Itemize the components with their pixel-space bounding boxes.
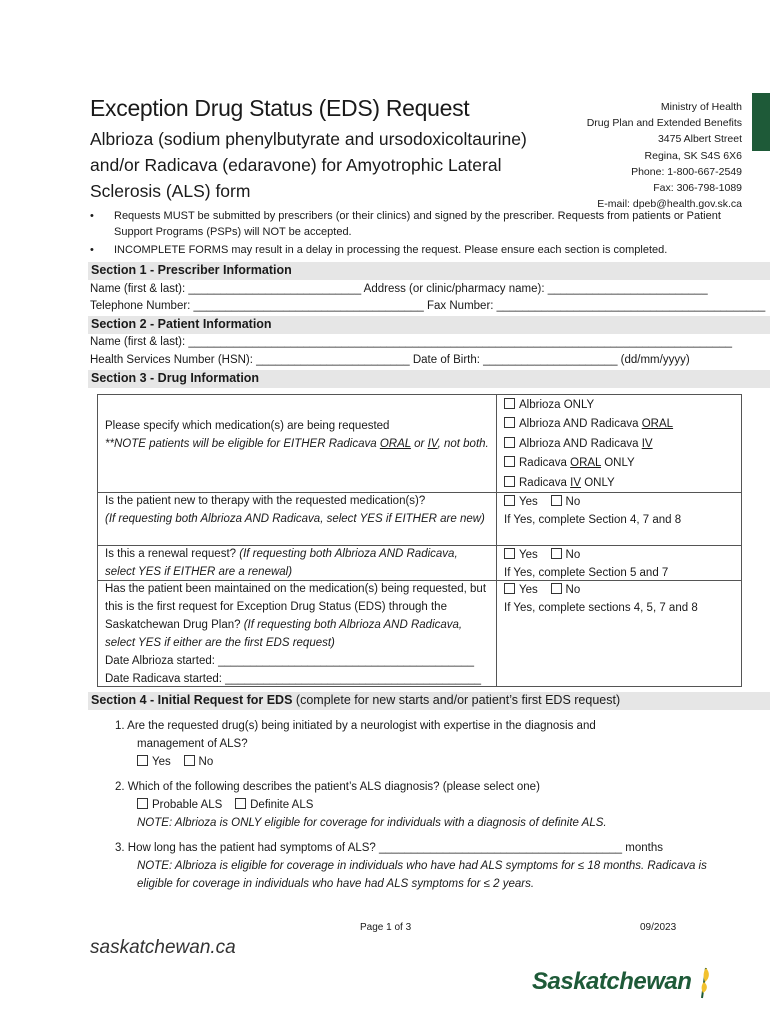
section-2-title: Section 2 - Patient Information — [91, 317, 272, 331]
bullet-icon: • — [90, 210, 94, 222]
checkbox-icon[interactable] — [137, 798, 148, 809]
yes-option[interactable]: Yes — [504, 496, 538, 508]
maintained-question: Has the patient been maintained on the medication(s) being requested, but this is the first request for Exception Drug Status (EDS) through the Saskatchewan Drug Plan? (If requesting both Albrioza AND Radicava, select YES if either are the first EDS request) Date Albrioza started: ________________________________________ Date Radicava started: ________________________________________ — [105, 580, 490, 688]
no-option[interactable]: No — [551, 584, 581, 596]
form-title: Exception Drug Status (EDS) Request — [90, 95, 470, 121]
q1-no-option[interactable]: No — [184, 756, 214, 768]
drug-info-table — [97, 394, 742, 687]
page-number: Page 1 of 3 — [360, 922, 412, 933]
renewal-answer: Yes No If Yes, complete Section 5 and 7 — [504, 549, 669, 579]
option-albrioza-only[interactable]: Albrioza ONLY — [504, 396, 739, 415]
brand-tab — [752, 93, 770, 151]
checkbox-icon[interactable] — [504, 437, 515, 448]
prescriber-name-address-field[interactable]: Name (first & last): ___________________________ Address (or clinic/pharmacy name): _________________________ — [90, 283, 708, 295]
yes-option[interactable]: Yes — [504, 549, 538, 561]
checkbox-icon[interactable] — [504, 417, 515, 428]
new-therapy-answer: Yes No If Yes, complete Section 4, 7 and 8 — [504, 496, 682, 526]
checkbox-icon[interactable] — [504, 495, 515, 506]
no-option[interactable]: No — [551, 549, 581, 561]
question-3: 3. How long has the patient had symptoms of ALS? ______________________________________ months NOTE: Albrioza is eligible for coverage in individuals who have had ALS symptoms for ≤ 18 months. Radicava is eligible for coverage in individuals who have had ALS symptoms for ≤ 2 years. — [115, 839, 745, 893]
bullet-icon: • — [90, 244, 94, 256]
question-1: 1. Are the requested drug(s) being initiated by a neurologist with expertise in the diagnosis and management of ALS? Yes No — [115, 720, 596, 768]
form-date: 09/2023 — [640, 922, 677, 933]
checkbox-icon[interactable] — [504, 476, 515, 487]
prescriber-phone-fax-field[interactable]: Telephone Number: ____________________________________ Fax Number: __________________________________________ — [90, 300, 766, 312]
checkbox-icon[interactable] — [504, 583, 515, 594]
option-radicava-iv-only[interactable]: Radicava IV ONLY — [504, 474, 739, 493]
date-radicava-started-field[interactable]: Date Radicava started: ________________________________________ — [105, 673, 482, 685]
table-divider — [496, 395, 497, 686]
instruction-item: • Requests MUST be submitted by prescribers (or their clinics) and signed by the prescriber. Requests from patients or Patient Support Programs (PSPs) will NOT be accepted. — [90, 210, 721, 238]
medication-note: **NOTE patients will be eligible for EITHER Radicava ORAL or IV, not both. — [105, 438, 489, 450]
patient-name-field[interactable]: Name (first & last): _____________________________________________________________________________________ — [90, 336, 733, 348]
yes-option[interactable]: Yes — [504, 584, 538, 596]
section-4-title: Section 4 - Initial Request for EDS (complete for new starts and/or patient’s first EDS request) — [91, 693, 621, 707]
checkbox-icon[interactable] — [551, 495, 562, 506]
saskatchewan-logo: Saskatchewan — [532, 962, 717, 1002]
form-subtitle: Albrioza (sodium phenylbutyrate and ursodoxicoltaurine) and/or Radicava (edaravone) for Amyotrophic Lateral Sclerosis (ALS) form — [90, 129, 527, 201]
patient-hsn-dob-field[interactable]: Health Services Number (HSN): ________________________ Date of Birth: _____________________ (dd/mm/yyyy) — [90, 354, 690, 366]
contact-line: Drug Plan and Extended Benefits — [586, 117, 742, 130]
checkbox-icon[interactable] — [551, 583, 562, 594]
checkbox-icon[interactable] — [504, 456, 515, 467]
question-2: 2. Which of the following describes the patient’s ALS diagnosis? (please select one) Probable ALS Definite ALS NOTE: Albrioza is ONLY eligible for coverage for individuals with a diagnosis of definite ALS. — [115, 781, 607, 829]
checkbox-icon[interactable] — [235, 798, 246, 809]
checkbox-icon[interactable] — [137, 755, 148, 766]
option-radicava-oral-only[interactable]: Radicava ORAL ONLY — [504, 454, 739, 473]
section-1-title: Section 1 - Prescriber Information — [91, 263, 292, 277]
no-option[interactable]: No — [551, 496, 581, 508]
section-3-title: Section 3 - Drug Information — [91, 371, 260, 385]
date-albrioza-started-field[interactable]: Date Albrioza started: ________________________________________ — [105, 655, 474, 667]
option-albrioza-radicava-oral[interactable]: Albrioza AND Radicava ORAL — [504, 415, 739, 434]
renewal-question: Is this a renewal request? (If requesting both Albrioza AND Radicava, select YES if EITHER are a renewal) — [105, 548, 458, 578]
contact-line: Ministry of Health — [660, 101, 742, 113]
contact-line: Regina, SK S4S 6X6 — [644, 149, 742, 162]
contact-email[interactable]: E-mail: dpeb@health.gov.sk.ca — [597, 198, 742, 211]
checkbox-icon[interactable] — [504, 398, 515, 409]
option-albrioza-radicava-iv[interactable]: Albrioza AND Radicava IV — [504, 435, 739, 454]
contact-line: 3475 Albert Street — [657, 133, 742, 146]
medication-question: Please specify which medication(s) are being requested **NOTE patients will be eligible for EITHER Radicava ORAL or IV, not both. — [105, 417, 490, 453]
ministry-contact — [587, 99, 742, 212]
maintained-answer: Yes No If Yes, complete sections 4, 5, 7 and 8 — [504, 584, 698, 614]
medication-options — [504, 396, 739, 493]
instructions-list — [90, 208, 730, 260]
checkbox-icon[interactable] — [184, 755, 195, 766]
instruction-item: • INCOMPLETE FORMS may result in a delay in processing the request. Please ensure each section is completed. — [90, 244, 668, 256]
checkbox-icon[interactable] — [504, 548, 515, 559]
new-therapy-question: Is the patient new to therapy with the requested medication(s)? (If requesting both Albrioza AND Radicava, select YES if EITHER are new) — [105, 495, 485, 525]
q1-yes-option[interactable]: Yes — [137, 756, 171, 768]
probable-als-option[interactable]: Probable ALS — [137, 799, 222, 811]
contact-line: Phone: 1-800-667-2549 — [631, 165, 742, 178]
contact-line: Fax: 306-798-1089 — [653, 182, 742, 195]
checkbox-icon[interactable] — [551, 548, 562, 559]
definite-als-option[interactable]: Definite ALS — [235, 799, 313, 811]
wheat-icon — [692, 962, 716, 1000]
symptom-duration-field[interactable]: 3. How long has the patient had symptoms of ALS? ______________________________________ months — [115, 842, 663, 854]
website-link[interactable]: saskatchewan.ca — [90, 937, 236, 958]
